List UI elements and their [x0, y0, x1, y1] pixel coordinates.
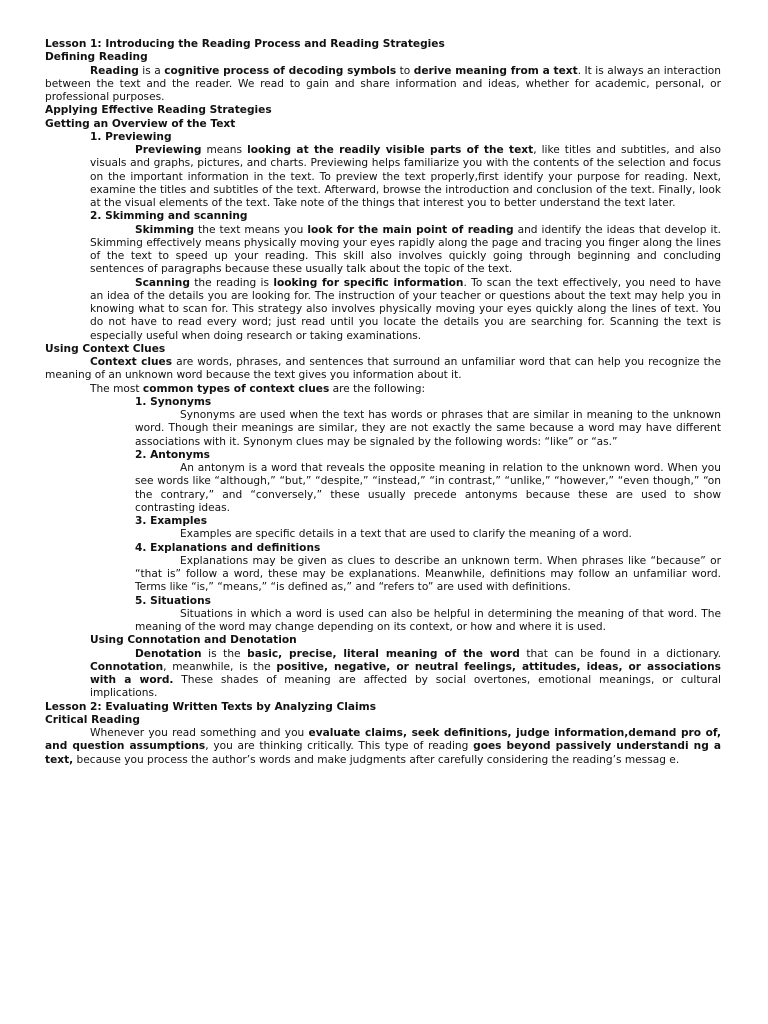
examples-heading: 3. Examples — [135, 515, 208, 527]
situations-paragraph: Situations in which a word is used can also be helpful in determining the meaning of that word. The meaning of the word may change depending on its context, or how and where it is used. — [135, 607, 721, 633]
lesson2-title: Lesson 2: Evaluating Written Texts by Analyzing Claims — [45, 700, 377, 713]
antonyms-paragraph: An antonym is a word that reveals the opposite meaning in relation to the unknown word. When you see words like “although,” “but,” “despite,” “instead,” “in contrast,” “unlike,” “however,” “even though,” “on the contrary,” and “conversely,” these usually precede antonyms because these are used to show contrasting ideas. — [135, 462, 721, 514]
applying-strategies-heading: Applying Effective Reading Strategies — [45, 104, 272, 117]
connotation-paragraph: Denotation is the basic, precise, literal meaning of the word that can be found in a dictionary. Connotation, meanwhile, is the positive, negative, or neutral feelings, attitudes, ideas, or associations with a word. These shades of meaning are affected by social overtones, emotional meanings, or cultural implications. — [90, 647, 722, 700]
previewing-heading: 1. Previewing — [90, 130, 172, 143]
synonyms-paragraph: Synonyms are used when the text has words or phrases that are similar in meaning to the unknown word. Though their meanings are similar, they are not exactly the same because a word may have different associations with it. Synonym clues may be signaled by the following words: “like” or “as.” — [135, 409, 721, 448]
defining-reading-heading: Defining Reading — [45, 51, 148, 64]
skimming-paragraph: Skimming the text means you look for the main point of reading and identify the ideas that develop it. Skimming effectively means physically moving your eyes rapidly along the page and tracing you finger along the lines of the text to speed up your reading. This skill also involves quickly going through beginning and concluding sentences of paragraphs because these usually talk about the topic of the text. — [90, 223, 721, 276]
connotation-heading: Using Connotation and Denotation — [90, 634, 297, 647]
defining-reading-paragraph: Reading is a cognitive process of decoding symbols to derive meaning from a text. It is always an interaction between the text and the reader. We read to gain and share information and ideas, whether for academic, personal, or professional purposes. — [45, 64, 722, 103]
context-clues-heading: Using Context Clues — [45, 342, 166, 355]
examples-paragraph: Examples are specific details in a text that are used to clarify the meaning of a word. — [180, 528, 632, 541]
situations-heading: 5. Situations — [135, 594, 211, 607]
document-page — [45, 38, 721, 767]
overview-heading: Getting an Overview of the Text — [45, 117, 236, 130]
synonyms-heading: 1. Synonyms — [135, 395, 212, 408]
lesson1-title: Lesson 1: Introducing the Reading Process and Reading Strategies — [45, 38, 445, 50]
skimming-heading: 2. Skimming and scanning — [90, 210, 248, 223]
critical-reading-paragraph: Whenever you read something and you evaluate claims, seek definitions, judge information,demand pro of, and question assumptions, you are thinking critically. This type of reading goes beyond passively understandi ng a text, because you process the author’s words and make judgments after carefully considering the reading’s messag e. — [45, 727, 721, 766]
explanations-paragraph: Explanations may be given as clues to describe an unknown term. When phrases like “because” or “that is” follow a word, these may be explanations. Meanwhile, definitions may follow an unfamiliar word. Terms like “is,” “means,” “is defined as,” and “refers to” are used with definitions. — [135, 554, 721, 594]
common-types-paragraph: The most common types of context clues are the following: — [90, 382, 426, 395]
previewing-paragraph: Previewing means looking at the readily visible parts of the text, like titles and subtitles, and also visuals and graphs, pictures, and charts. Previewing helps familiarize you with the contents of the selection and focus on the important information in the text. To preview the text properly,first identify your purpose for reading. Next, examine the titles and subtitles of the text. Afterward, browse the introduction and conclusion of the text. Finally, look at the visual elements of the text. Take note of the things that interest you to better understand the text later. — [90, 144, 721, 209]
antonyms-heading: 2. Antonyms — [135, 448, 210, 461]
critical-reading-heading: Critical Reading — [45, 713, 140, 726]
scanning-paragraph: Scanning the reading is looking for specific information. To scan the text effectively, you need to have an idea of the details you are looking for. The instruction of your teacher or questions about the text may help you in knowing what to scan for. This strategy also involves physically moving your eyes quickly along the lines of text. You do not have to read every word; just read until you locate the details you are searching for. Scanning the text is especially useful when doing research or taking examinations. — [90, 276, 721, 342]
explanations-heading: 4. Explanations and definitions — [135, 541, 321, 554]
context-clues-paragraph: Context clues are words, phrases, and sentences that surround an unfamiliar word that can help you recognize the meaning of an unknown word because the text gives you information about it. — [45, 356, 722, 382]
